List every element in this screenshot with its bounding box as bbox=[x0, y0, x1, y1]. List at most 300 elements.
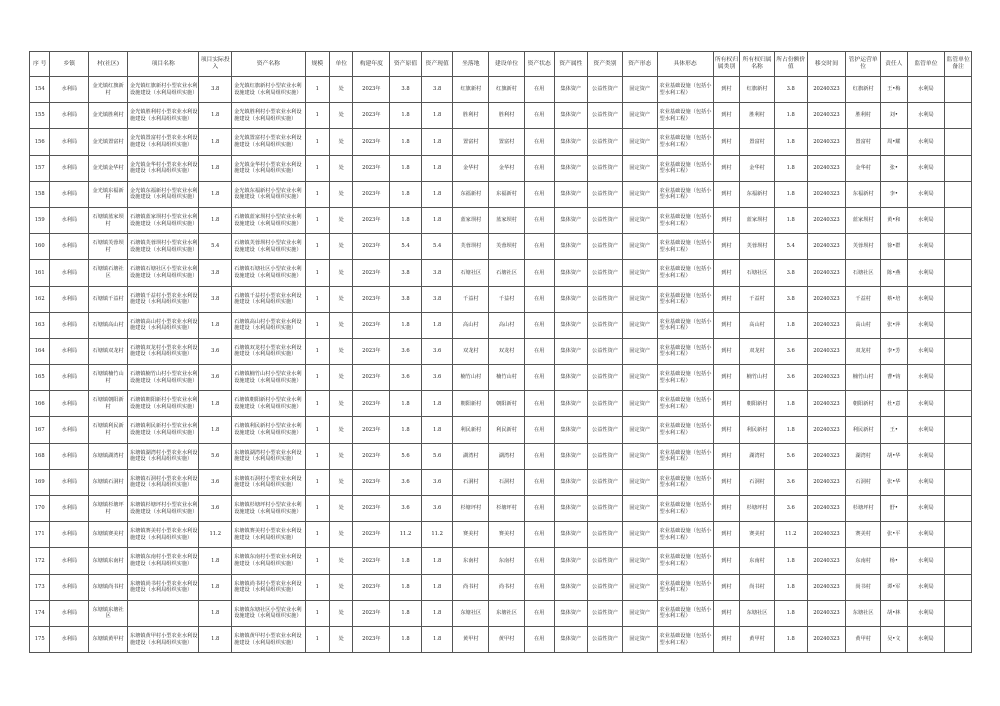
table-cell: 1.8 bbox=[421, 600, 453, 626]
table-cell: 1.8 bbox=[421, 181, 453, 207]
table-cell: 20240323 bbox=[807, 469, 846, 495]
table-cell: 167 bbox=[30, 417, 50, 443]
table-cell: 石塘镇楠竹山村小型农业水利设施建设（水利局组织实施） bbox=[232, 365, 305, 391]
table-cell: 1.8 bbox=[774, 626, 807, 652]
table-cell: 固定资产 bbox=[622, 522, 657, 548]
table-cell: 胜利村 bbox=[846, 103, 881, 129]
table-cell: 金光镇红旗新村小型农业水利设施建设（水利局组织实施） bbox=[127, 77, 198, 103]
table-cell: 公益性资产 bbox=[588, 181, 623, 207]
table-cell: 到村 bbox=[713, 181, 740, 207]
table-cell: 农业基础设施（包括小型水利工程） bbox=[657, 496, 713, 522]
table-cell: 公益性资产 bbox=[588, 469, 623, 495]
table-cell: 155 bbox=[30, 103, 50, 129]
table-cell: 水利局 bbox=[50, 207, 89, 233]
table-cell: 20240323 bbox=[807, 338, 846, 364]
table-cell: 处 bbox=[330, 626, 353, 652]
table-cell: 2023年 bbox=[353, 207, 390, 233]
table-cell: 11.2 bbox=[390, 522, 422, 548]
table-cell: 处 bbox=[330, 365, 353, 391]
table-cell: 2023年 bbox=[353, 574, 390, 600]
table-cell bbox=[945, 129, 972, 155]
table-cell: 农业基础设施（包括小型水利工程） bbox=[657, 155, 713, 181]
table-cell: 固定资产 bbox=[622, 207, 657, 233]
table-cell: 金光镇置富村小型农业水利设施建设（水利局组织实施） bbox=[232, 129, 305, 155]
table-header-row bbox=[30, 52, 972, 77]
table-cell: 石塘镇蓝家坝村小型农业水利设施建设（水利局组织实施） bbox=[127, 207, 198, 233]
table-cell: 1.8 bbox=[390, 207, 422, 233]
column-header: 单位 bbox=[330, 52, 353, 77]
table-cell: 金光镇金华村小型农业水利设施建设（水利局组织实施） bbox=[232, 155, 305, 181]
table-cell: 东塘镇湖湾村 bbox=[89, 443, 128, 469]
table-cell: 金光镇金华村小型农业水利设施建设（水利局组织实施） bbox=[127, 155, 198, 181]
table-cell bbox=[945, 496, 972, 522]
table-cell: 杨• bbox=[881, 548, 908, 574]
table-cell: 千益村 bbox=[740, 286, 775, 312]
table-cell: 固定资产 bbox=[622, 496, 657, 522]
table-cell: 东南村 bbox=[489, 548, 525, 574]
table-cell: 1.8 bbox=[199, 207, 232, 233]
table-cell bbox=[945, 234, 972, 260]
table-cell: 3.6 bbox=[199, 365, 232, 391]
table-cell: 水利局 bbox=[907, 600, 945, 626]
table-row bbox=[30, 574, 972, 600]
table-cell: 公益性资产 bbox=[588, 574, 623, 600]
table-cell: 到村 bbox=[713, 129, 740, 155]
table-cell: 157 bbox=[30, 155, 50, 181]
table-cell: 处 bbox=[330, 443, 353, 469]
table-cell: 石塘镇楠竹山村 bbox=[89, 365, 128, 391]
table-cell: 1 bbox=[305, 77, 329, 103]
table-cell: 159 bbox=[30, 207, 50, 233]
table-cell: 到村 bbox=[713, 103, 740, 129]
table-cell: 石塘镇千益村 bbox=[89, 286, 128, 312]
table-cell: 2023年 bbox=[353, 600, 390, 626]
table-cell: 到村 bbox=[713, 155, 740, 181]
table-cell: 固定资产 bbox=[622, 443, 657, 469]
table-cell: 3.6 bbox=[774, 338, 807, 364]
table-cell bbox=[945, 391, 972, 417]
table-cell: 1.8 bbox=[390, 574, 422, 600]
table-cell: 农业基础设施（包括小型水利工程） bbox=[657, 312, 713, 338]
table-cell: 20240323 bbox=[807, 103, 846, 129]
table-cell: 胜利村 bbox=[453, 103, 489, 129]
table-cell: 置富村 bbox=[740, 129, 775, 155]
table-cell: 到村 bbox=[713, 286, 740, 312]
column-header: 村(社区) bbox=[89, 52, 128, 77]
table-cell: 红旗新村 bbox=[740, 77, 775, 103]
table-cell: 杉塘坪村 bbox=[489, 496, 525, 522]
table-cell: 水利局 bbox=[907, 469, 945, 495]
table-cell: 双龙村 bbox=[453, 338, 489, 364]
table-cell: 168 bbox=[30, 443, 50, 469]
table-cell: 在用 bbox=[524, 77, 554, 103]
column-header: 乡镇 bbox=[50, 52, 89, 77]
table-cell: 蓝家坝村 bbox=[740, 207, 775, 233]
table-cell: 利民新村 bbox=[489, 417, 525, 443]
table-cell: 固定资产 bbox=[622, 181, 657, 207]
asset-table bbox=[29, 51, 972, 653]
table-cell: 20240323 bbox=[807, 548, 846, 574]
table-cell: 20240323 bbox=[807, 77, 846, 103]
table-cell: 水利局 bbox=[907, 234, 945, 260]
table-cell: 湖湾村 bbox=[846, 443, 881, 469]
table-cell: 在用 bbox=[524, 207, 554, 233]
table-cell: 1 bbox=[305, 207, 329, 233]
table-cell: 到村 bbox=[713, 338, 740, 364]
table-cell: 张•华 bbox=[881, 469, 908, 495]
table-cell: 水利局 bbox=[907, 391, 945, 417]
table-cell: 赛美村 bbox=[453, 522, 489, 548]
table-cell: 尚书村 bbox=[846, 574, 881, 600]
table-cell: 2023年 bbox=[353, 103, 390, 129]
table-cell: 160 bbox=[30, 234, 50, 260]
table-cell: 处 bbox=[330, 312, 353, 338]
table-cell: 千益村 bbox=[453, 286, 489, 312]
table-cell: 水利局 bbox=[907, 207, 945, 233]
table-cell bbox=[945, 600, 972, 626]
table-cell: 集体资产 bbox=[554, 234, 588, 260]
table-cell: 169 bbox=[30, 469, 50, 495]
table-cell: 1.8 bbox=[199, 312, 232, 338]
table-cell: 石塘社区 bbox=[846, 260, 881, 286]
table-cell: 东南村 bbox=[453, 548, 489, 574]
table-cell: 朝阳新村 bbox=[740, 391, 775, 417]
table-cell: 金光镇置富村小型农业水利设施建设（水利局组织实施） bbox=[127, 129, 198, 155]
table-cell: 农业基础设施（包括小型水利工程） bbox=[657, 469, 713, 495]
table-cell: 农业基础设施（包括小型水利工程） bbox=[657, 286, 713, 312]
table-cell: 2023年 bbox=[353, 129, 390, 155]
table-cell: 东塘镇赛美村小型农业水利设施建设（水利局组织实施） bbox=[127, 522, 198, 548]
table-cell: 石塘社区 bbox=[740, 260, 775, 286]
table-cell: 集体资产 bbox=[554, 469, 588, 495]
table-cell: 固定资产 bbox=[622, 312, 657, 338]
table-cell: 金华村 bbox=[489, 155, 525, 181]
column-header: 资产状态 bbox=[524, 52, 554, 77]
table-cell: 20240323 bbox=[807, 574, 846, 600]
table-row bbox=[30, 417, 972, 443]
table-cell: 处 bbox=[330, 77, 353, 103]
table-cell: 公益性资产 bbox=[588, 155, 623, 181]
table-cell: 农业基础设施（包括小型水利工程） bbox=[657, 443, 713, 469]
table-cell: 水利局 bbox=[50, 338, 89, 364]
table-cell: 东福新村 bbox=[846, 181, 881, 207]
table-cell: 金光镇东福新村小型农业水利设施建设（水利局组织实施） bbox=[232, 181, 305, 207]
table-cell: 金华村 bbox=[453, 155, 489, 181]
table-cell: 处 bbox=[330, 155, 353, 181]
table-cell: 1.8 bbox=[390, 391, 422, 417]
table-cell: 3.8 bbox=[774, 286, 807, 312]
table-cell: 在用 bbox=[524, 234, 554, 260]
table-cell: 水利局 bbox=[907, 548, 945, 574]
table-cell: 东南村 bbox=[740, 548, 775, 574]
table-cell: 金光镇东福新村小型农业水利设施建设（水利局组织实施） bbox=[127, 181, 198, 207]
table-cell: 杜•意 bbox=[881, 391, 908, 417]
table-cell: 1.8 bbox=[774, 155, 807, 181]
column-header: 坐落地 bbox=[453, 52, 489, 77]
table-cell: 公益性资产 bbox=[588, 338, 623, 364]
table-cell: 1.8 bbox=[390, 600, 422, 626]
table-cell: 1.8 bbox=[774, 574, 807, 600]
table-cell: 公益性资产 bbox=[588, 626, 623, 652]
table-cell: 集体资产 bbox=[554, 207, 588, 233]
column-header: 资产属性 bbox=[554, 52, 588, 77]
table-cell: 2023年 bbox=[353, 365, 390, 391]
table-cell: 3.6 bbox=[774, 496, 807, 522]
table-cell: 水利局 bbox=[907, 312, 945, 338]
table-cell: 水利局 bbox=[907, 338, 945, 364]
table-cell: 石塘镇朝阳新村小型农业水利设施建设（水利局组织实施） bbox=[127, 391, 198, 417]
table-cell: 1.8 bbox=[390, 129, 422, 155]
table-cell: 1 bbox=[305, 234, 329, 260]
table-cell bbox=[945, 338, 972, 364]
table-cell: 1.8 bbox=[774, 103, 807, 129]
column-header: 规模 bbox=[305, 52, 329, 77]
table-cell: 东塘镇东南村小型农业水利设施建设（水利局组织实施） bbox=[127, 548, 198, 574]
table-cell bbox=[945, 574, 972, 600]
table-cell: 农业基础设施（包括小型水利工程） bbox=[657, 626, 713, 652]
table-cell: 公益性资产 bbox=[588, 496, 623, 522]
table-cell: 东塘社区 bbox=[846, 600, 881, 626]
column-header: 资产名称 bbox=[232, 52, 305, 77]
column-header: 责任人 bbox=[881, 52, 908, 77]
table-cell: 东福新村 bbox=[453, 181, 489, 207]
table-cell: 3.8 bbox=[390, 77, 422, 103]
table-cell: 在用 bbox=[524, 129, 554, 155]
table-cell: 水利局 bbox=[50, 443, 89, 469]
table-cell: 5.4 bbox=[774, 234, 807, 260]
table-cell: 楠竹山村 bbox=[489, 365, 525, 391]
table-cell: 水利局 bbox=[50, 103, 89, 129]
table-cell: 固定资产 bbox=[622, 129, 657, 155]
table-cell: 1.8 bbox=[199, 574, 232, 600]
table-cell: 2023年 bbox=[353, 522, 390, 548]
table-cell: 石塘镇高山村 bbox=[89, 312, 128, 338]
table-cell: 2023年 bbox=[353, 234, 390, 260]
table-cell: 1 bbox=[305, 181, 329, 207]
table-cell: 湖湾村 bbox=[489, 443, 525, 469]
table-cell: 金光镇胜利村小型农业水利设施建设（水利局组织实施） bbox=[232, 103, 305, 129]
table-cell: 1.8 bbox=[390, 417, 422, 443]
table-cell: 芙蓉坝村 bbox=[740, 234, 775, 260]
table-row bbox=[30, 496, 972, 522]
table-cell: 水利局 bbox=[50, 496, 89, 522]
table-cell: 石塘镇双龙村小型农业水利设施建设（水利局组织实施） bbox=[232, 338, 305, 364]
table-cell: 20240323 bbox=[807, 443, 846, 469]
table-cell: 东塘社区 bbox=[740, 600, 775, 626]
table-cell: 固定资产 bbox=[622, 234, 657, 260]
table-cell: 到村 bbox=[713, 469, 740, 495]
table-cell: 到村 bbox=[713, 600, 740, 626]
table-row bbox=[30, 522, 972, 548]
table-cell: 石塘镇石塘社区小型农业水利设施建设（水利局组织实施） bbox=[127, 260, 198, 286]
table-row bbox=[30, 312, 972, 338]
table-cell: 蓝家坝村 bbox=[453, 207, 489, 233]
table-cell: 1.8 bbox=[199, 181, 232, 207]
table-cell: 1.8 bbox=[421, 207, 453, 233]
table-cell: 东塘镇尚书村小型农业水利设施建设（水利局组织实施） bbox=[127, 574, 198, 600]
table-cell: 水利局 bbox=[50, 155, 89, 181]
column-header: 项目实际投入 bbox=[199, 52, 232, 77]
table-cell: 张•萍 bbox=[881, 312, 908, 338]
column-header: 所有权归属名称 bbox=[740, 52, 775, 77]
table-cell: 石塘镇利民新村小型农业水利设施建设（水利局组织实施） bbox=[127, 417, 198, 443]
table-cell: 杉塘坪村 bbox=[453, 496, 489, 522]
table-cell: 尚书村 bbox=[453, 574, 489, 600]
table-cell: 水利局 bbox=[50, 600, 89, 626]
table-cell: 20240323 bbox=[807, 234, 846, 260]
table-cell: 1.8 bbox=[774, 391, 807, 417]
table-cell: 农业基础设施（包括小型水利工程） bbox=[657, 417, 713, 443]
column-header: 资产现值 bbox=[421, 52, 453, 77]
table-cell: 公益性资产 bbox=[588, 365, 623, 391]
table-cell: 置富村 bbox=[453, 129, 489, 155]
table-cell: 3.8 bbox=[421, 286, 453, 312]
table-cell: 1 bbox=[305, 391, 329, 417]
table-cell: 利民新村 bbox=[453, 417, 489, 443]
table-cell: 1 bbox=[305, 103, 329, 129]
table-cell: 1.8 bbox=[421, 129, 453, 155]
table-cell: 集体资产 bbox=[554, 600, 588, 626]
table-cell: 1.8 bbox=[199, 548, 232, 574]
table-cell: 石塘镇芙蓉坝村小型农业水利设施建设（水利局组织实施） bbox=[232, 234, 305, 260]
table-cell: 吴•文 bbox=[881, 626, 908, 652]
table-cell: 农业基础设施（包括小型水利工程） bbox=[657, 365, 713, 391]
table-cell: 1 bbox=[305, 286, 329, 312]
table-cell: 农业基础设施（包括小型水利工程） bbox=[657, 77, 713, 103]
table-cell: 3.6 bbox=[774, 365, 807, 391]
table-cell: 石洞村 bbox=[489, 469, 525, 495]
table-cell: 163 bbox=[30, 312, 50, 338]
table-cell: 农业基础设施（包括小型水利工程） bbox=[657, 600, 713, 626]
table-cell: 东塘镇杉塘坪村 bbox=[89, 496, 128, 522]
table-cell: 20240323 bbox=[807, 417, 846, 443]
table-cell: 1 bbox=[305, 469, 329, 495]
table-cell: 农业基础设施（包括小型水利工程） bbox=[657, 260, 713, 286]
table-cell: 水利局 bbox=[907, 260, 945, 286]
table-cell: 舒• bbox=[881, 496, 908, 522]
table-cell: 1.8 bbox=[390, 548, 422, 574]
table-cell: 高山村 bbox=[489, 312, 525, 338]
column-header: 监管单位备注 bbox=[945, 52, 972, 77]
table-cell: 东塘镇石洞村小型农业水利设施建设（水利局组织实施） bbox=[127, 469, 198, 495]
table-cell: 公益性资产 bbox=[588, 312, 623, 338]
table-cell: 1.8 bbox=[390, 155, 422, 181]
table-cell: 处 bbox=[330, 103, 353, 129]
table-cell: 到村 bbox=[713, 207, 740, 233]
table-row bbox=[30, 626, 972, 652]
table-cell: 1 bbox=[305, 496, 329, 522]
table-cell: 水利局 bbox=[907, 77, 945, 103]
table-cell: 在用 bbox=[524, 260, 554, 286]
table-cell: 1.8 bbox=[421, 626, 453, 652]
table-cell: 1.8 bbox=[774, 600, 807, 626]
table-cell: 1 bbox=[305, 600, 329, 626]
table-cell: 3.8 bbox=[421, 260, 453, 286]
table-cell: 161 bbox=[30, 260, 50, 286]
table-cell: 农业基础设施（包括小型水利工程） bbox=[657, 181, 713, 207]
table-cell: 水利局 bbox=[50, 574, 89, 600]
column-header: 管护运营单位 bbox=[846, 52, 881, 77]
table-cell: 2023年 bbox=[353, 286, 390, 312]
table-cell: 集体资产 bbox=[554, 77, 588, 103]
table-cell bbox=[945, 260, 972, 286]
table-cell: 到村 bbox=[713, 548, 740, 574]
table-cell: 1.8 bbox=[390, 312, 422, 338]
table-cell: 集体资产 bbox=[554, 129, 588, 155]
table-cell: 金光镇置富村 bbox=[89, 129, 128, 155]
table-cell: 3.6 bbox=[390, 469, 422, 495]
table-cell: 到村 bbox=[713, 234, 740, 260]
table-cell: 水利局 bbox=[907, 155, 945, 181]
table-cell: 2023年 bbox=[353, 443, 390, 469]
table-cell: 固定资产 bbox=[622, 391, 657, 417]
table-cell: 王•梅 bbox=[881, 77, 908, 103]
column-header: 项目名称 bbox=[127, 52, 198, 77]
table-cell: 芙蓉坝村 bbox=[453, 234, 489, 260]
table-cell: 水利局 bbox=[907, 286, 945, 312]
table-cell: 朝阳新村 bbox=[846, 391, 881, 417]
table-cell: 公益性资产 bbox=[588, 600, 623, 626]
table-cell: 1.8 bbox=[390, 181, 422, 207]
column-header: 资产原值 bbox=[390, 52, 422, 77]
table-cell: 石塘镇高山村小型农业水利设施建设（水利局组织实施） bbox=[232, 312, 305, 338]
table-cell: 到村 bbox=[713, 522, 740, 548]
table-cell: 2023年 bbox=[353, 391, 390, 417]
table-cell: 处 bbox=[330, 522, 353, 548]
table-cell: 杉塘坪村 bbox=[846, 496, 881, 522]
table-cell: 20240323 bbox=[807, 496, 846, 522]
table-cell: 20240323 bbox=[807, 626, 846, 652]
table-cell: 石塘镇蓝家坝村 bbox=[89, 207, 128, 233]
table-cell: 赛美村 bbox=[846, 522, 881, 548]
table-cell: 164 bbox=[30, 338, 50, 364]
table-cell: 1 bbox=[305, 522, 329, 548]
table-cell: 11.2 bbox=[774, 522, 807, 548]
table-cell: 水利局 bbox=[50, 417, 89, 443]
table-cell: 尚书村 bbox=[740, 574, 775, 600]
table-cell: 石塘社区 bbox=[453, 260, 489, 286]
table-cell: 双龙村 bbox=[740, 338, 775, 364]
table-cell: 171 bbox=[30, 522, 50, 548]
table-cell: 5.4 bbox=[421, 234, 453, 260]
table-cell: 蓝家坝村 bbox=[489, 207, 525, 233]
table-cell: 20240323 bbox=[807, 260, 846, 286]
table-cell: 2023年 bbox=[353, 338, 390, 364]
table-cell bbox=[945, 443, 972, 469]
table-cell: 1.8 bbox=[774, 181, 807, 207]
table-cell: 在用 bbox=[524, 391, 554, 417]
table-cell: 1.8 bbox=[390, 103, 422, 129]
table-cell: 170 bbox=[30, 496, 50, 522]
table-cell bbox=[945, 469, 972, 495]
table-cell: 东塘镇湖湾村小型农业水利设施建设（水利局组织实施） bbox=[232, 443, 305, 469]
table-cell: 石塘镇利民新村小型农业水利设施建设（水利局组织实施） bbox=[232, 417, 305, 443]
table-cell: 172 bbox=[30, 548, 50, 574]
table-cell: 水利局 bbox=[907, 574, 945, 600]
table-cell: 双龙村 bbox=[489, 338, 525, 364]
table-cell: 在用 bbox=[524, 417, 554, 443]
table-cell: 水利局 bbox=[50, 548, 89, 574]
table-cell: 公益性资产 bbox=[588, 260, 623, 286]
table-cell: 处 bbox=[330, 286, 353, 312]
table-cell: 在用 bbox=[524, 443, 554, 469]
table-cell: 红旗新村 bbox=[846, 77, 881, 103]
table-cell: 水利局 bbox=[907, 103, 945, 129]
table-cell: 高山村 bbox=[453, 312, 489, 338]
table-cell: 农业基础设施（包括小型水利工程） bbox=[657, 234, 713, 260]
table-cell: 置富村 bbox=[846, 129, 881, 155]
table-row bbox=[30, 286, 972, 312]
